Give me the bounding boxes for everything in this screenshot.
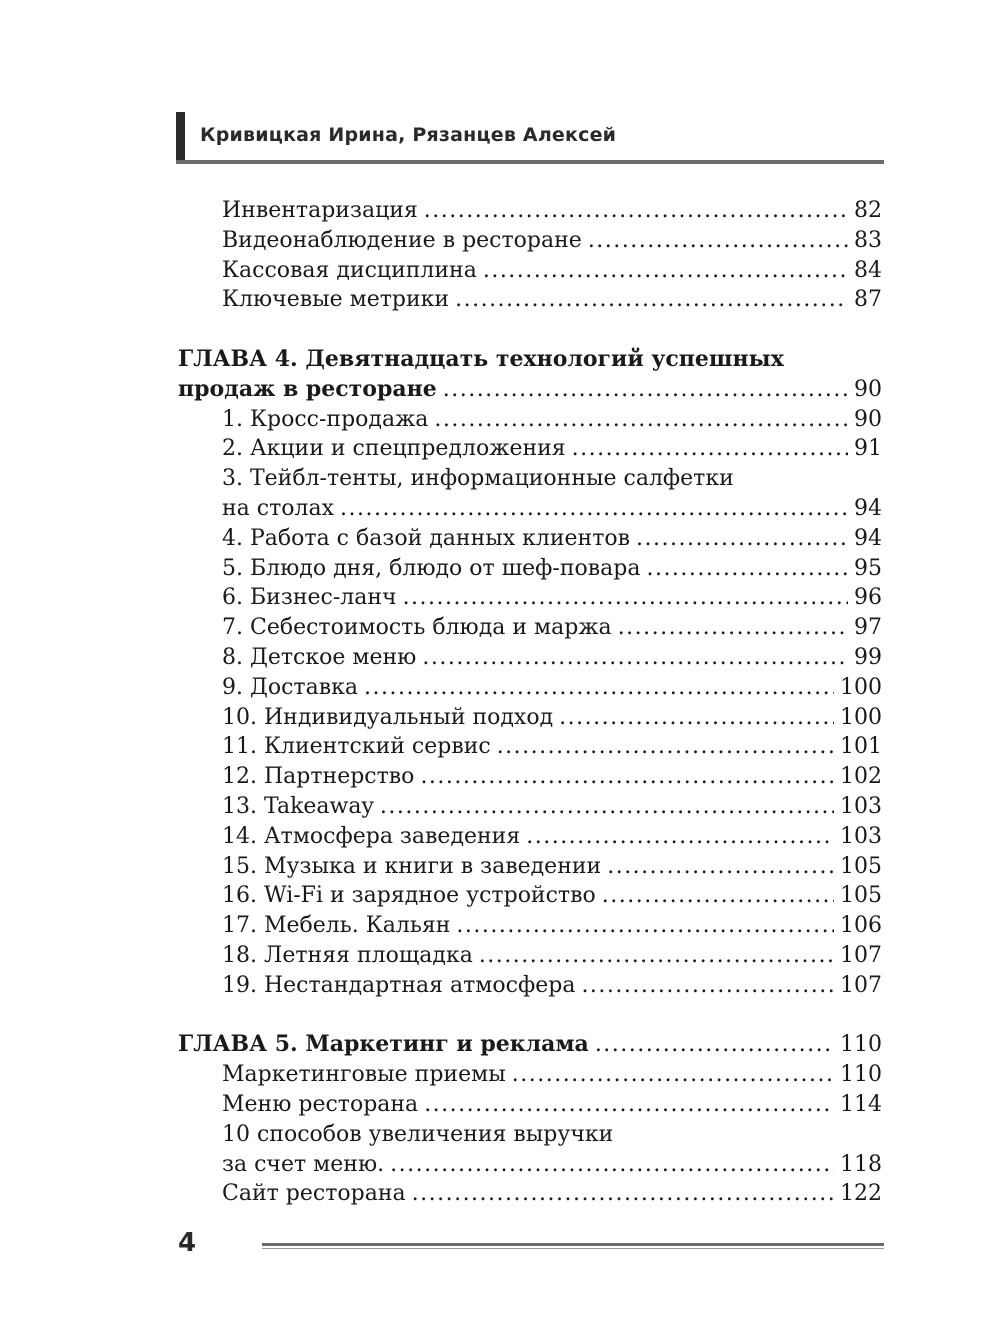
toc-leader-dots [424, 196, 848, 226]
toc-entry-label: 14. Атмосфера заведения [222, 823, 521, 849]
toc-entry-page: 107 [840, 972, 882, 998]
toc-entry-label: 2. Акции и спецпредложения [222, 436, 566, 462]
section-gap [178, 315, 882, 345]
page-number: 4 [178, 1228, 197, 1258]
toc-entry-page: 97 [854, 615, 882, 641]
toc-entry-label: 10 способов увеличения выручки [222, 1121, 614, 1147]
toc-entry-line2[interactable] [178, 1150, 882, 1180]
toc-entry-label: 11. Клиентский сервис [222, 734, 491, 760]
toc-entry-page: 107 [840, 942, 882, 968]
toc-entry-label: 16. Wi-Fi и зарядное устройство [222, 883, 596, 909]
section-gap [178, 1001, 882, 1031]
toc-entry-page: 100 [840, 674, 882, 700]
chapter-page: 90 [854, 376, 882, 402]
toc-entry-label: 17. Мебель. Кальян [222, 913, 451, 939]
toc-leader-dots [479, 941, 834, 971]
toc-entry-page: 101 [840, 734, 882, 760]
chapter-4-title-line1[interactable] [178, 345, 882, 375]
toc-leader-dots [364, 673, 834, 703]
toc-entry-label: 19. Нестандартная атмосфера [222, 972, 576, 998]
toc-entry-label: 10. Индивидуальный подход [222, 704, 554, 730]
toc-entry[interactable] [178, 881, 882, 911]
toc-entry[interactable] [178, 256, 882, 286]
table-of-contents [178, 196, 882, 1209]
toc-entry[interactable] [178, 524, 882, 554]
toc-entry-label: 15. Музыка и книги в заведении [222, 853, 602, 879]
toc-entry-label: 12. Партнерство [222, 764, 415, 790]
header-rule [176, 160, 884, 164]
chapter-title-text: ГЛАВА 4. Девятнадцать технологий успешных [178, 345, 784, 372]
chapter-page: 110 [840, 1032, 882, 1058]
toc-entry-label: Ключевые метрики [222, 287, 450, 313]
toc-leader-dots [443, 375, 848, 405]
toc-entry-label: 1. Кросс-продажа [222, 406, 429, 432]
toc-leader-dots [636, 524, 848, 554]
toc-entry[interactable] [178, 583, 882, 613]
toc-entry-page: 105 [840, 883, 882, 909]
toc-entry-page: 82 [854, 198, 882, 223]
toc-entry-page: 91 [854, 436, 882, 462]
toc-entry[interactable] [178, 226, 882, 256]
chapter-5-title[interactable] [178, 1030, 882, 1060]
toc-leader-dots [412, 1179, 834, 1209]
toc-entry[interactable] [178, 971, 882, 1001]
toc-entry-label: Кассовая дисциплина [222, 257, 477, 283]
toc-entry-page: 94 [854, 525, 882, 551]
toc-entry-page: 102 [840, 764, 882, 790]
toc-leader-dots [422, 643, 848, 673]
toc-leader-dots [380, 792, 834, 822]
toc-entry-page: 106 [840, 913, 882, 939]
chapter-4-title-line2[interactable] [178, 375, 882, 405]
toc-leader-dots [403, 583, 848, 613]
toc-leader-dots [340, 494, 848, 524]
toc-entry-page: 118 [840, 1151, 882, 1177]
toc-entry-label: 5. Блюдо дня, блюдо от шеф-повара [222, 555, 641, 581]
toc-entry[interactable] [178, 196, 882, 226]
toc-entry-label: 6. Бизнес-ланч [222, 585, 397, 611]
toc-entry[interactable] [178, 911, 882, 941]
toc-entry-label: Маркетинговые приемы [222, 1062, 506, 1088]
toc-entry-page: 105 [840, 853, 882, 879]
toc-leader-dots [607, 852, 834, 882]
toc-leader-dots [420, 762, 834, 792]
toc-entry-label: на столах [222, 495, 335, 521]
toc-entry[interactable] [178, 852, 882, 882]
toc-entry-page: 103 [840, 793, 882, 819]
toc-leader-dots [559, 703, 834, 733]
toc-entry[interactable] [178, 1179, 882, 1209]
toc-entry[interactable] [178, 941, 882, 971]
toc-leader-dots [602, 881, 834, 911]
toc-entry-label: 4. Работа с базой данных клиентов [222, 525, 631, 551]
toc-entry[interactable] [178, 762, 882, 792]
toc-entry-page: 95 [854, 555, 882, 581]
toc-leader-dots [483, 256, 848, 286]
toc-entry-page: 83 [854, 227, 882, 253]
toc-entry-page: 103 [840, 823, 882, 849]
toc-leader-dots [646, 554, 848, 584]
toc-entry-page: 100 [840, 704, 882, 730]
footer-rule-thin [262, 1248, 884, 1249]
toc-entry[interactable] [178, 554, 882, 584]
toc-entry[interactable] [178, 405, 882, 435]
toc-entry-line1[interactable] [178, 1120, 882, 1150]
toc-entry-page: 84 [854, 257, 882, 283]
chapter-title-text: ГЛАВА 5. Маркетинг и реклама [178, 1031, 589, 1058]
toc-entry[interactable] [178, 732, 882, 762]
toc-leader-dots [434, 405, 848, 435]
toc-leader-dots [595, 1030, 834, 1060]
toc-entry[interactable] [178, 643, 882, 673]
toc-entry-page: 114 [840, 1091, 882, 1117]
toc-leader-dots [618, 613, 848, 643]
toc-entry-page: 87 [854, 287, 882, 313]
toc-entry[interactable] [178, 434, 882, 464]
toc-entry-page: 99 [854, 644, 882, 670]
toc-leader-dots [390, 1150, 834, 1180]
toc-leader-dots [581, 971, 834, 1001]
toc-entry-label: за счет меню. [222, 1151, 385, 1177]
toc-entry[interactable] [178, 1090, 882, 1120]
toc-entry-line2[interactable] [178, 494, 882, 524]
toc-leader-dots [572, 434, 848, 464]
toc-entry-page: 96 [854, 585, 882, 611]
running-header-authors: Кривицкая Ирина, Рязанцев Алексей [200, 124, 617, 146]
toc-leader-dots [526, 822, 834, 852]
toc-leader-dots [497, 732, 834, 762]
toc-entry-page: 94 [854, 495, 882, 521]
toc-entry-page: 90 [854, 406, 882, 432]
toc-entry[interactable] [178, 613, 882, 643]
toc-entry-label: Видеонаблюдение в ресторане [222, 227, 582, 253]
toc-entry[interactable] [178, 822, 882, 852]
toc-entry-label: 9. Доставка [222, 674, 358, 700]
toc-entry-page: 122 [840, 1181, 882, 1207]
toc-leader-dots [512, 1060, 834, 1090]
header-bar-decoration [176, 112, 185, 164]
toc-entry-label: 8. Детское меню [222, 644, 417, 670]
toc-entry-label: Сайт ресторана [222, 1181, 406, 1207]
toc-entry-page: 110 [840, 1062, 882, 1088]
toc-entry-label: 3. Тейбл-тенты, информационные салфетки [222, 466, 734, 492]
toc-entry[interactable] [178, 1060, 882, 1090]
toc-entry[interactable] [178, 792, 882, 822]
toc-entry-label: 18. Летняя площадка [222, 942, 473, 968]
footer-rule [262, 1243, 884, 1246]
toc-leader-dots [456, 911, 834, 941]
toc-entry-line1[interactable] [178, 464, 882, 494]
toc-entry[interactable] [178, 703, 882, 733]
chapter-title-text: продаж в ресторане [178, 375, 437, 402]
toc-entry-label: Инвентаризация [222, 198, 418, 223]
toc-leader-dots [424, 1090, 834, 1120]
toc-entry-label: 7. Себестоимость блюда и маржа [222, 615, 612, 641]
toc-leader-dots [455, 285, 848, 315]
toc-entry-label: 13. Takeaway [222, 793, 374, 819]
toc-entry[interactable] [178, 673, 882, 703]
toc-entry-label: Меню ресторана [222, 1091, 419, 1117]
toc-entry[interactable] [178, 285, 882, 315]
toc-leader-dots [588, 226, 848, 256]
